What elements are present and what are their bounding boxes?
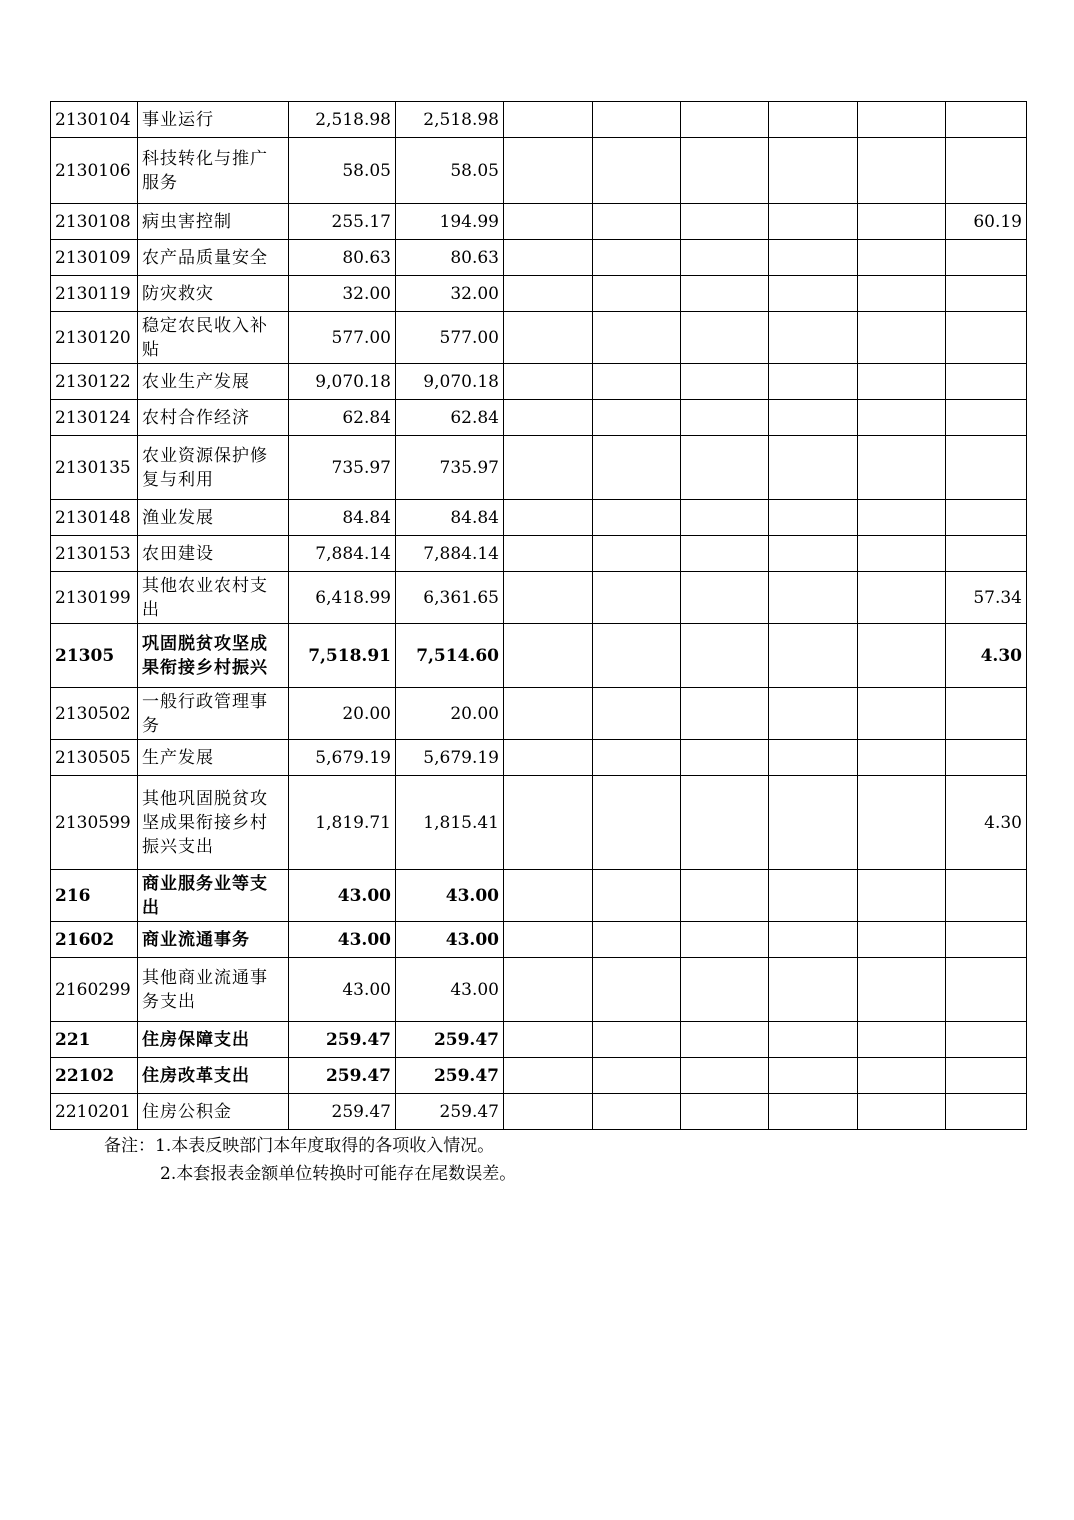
table-row <box>51 364 1027 400</box>
cell-col-2: 5,679.19 <box>396 740 504 776</box>
cell-name: 农产品质量安全 <box>138 240 289 276</box>
cell-col-2: 259.47 <box>396 1058 504 1094</box>
cell-col-6 <box>769 138 858 204</box>
cell-col-7 <box>858 624 946 688</box>
cell-total: 84.84 <box>289 500 396 536</box>
cell-col-2: 6,361.65 <box>396 572 504 624</box>
cell-total: 5,679.19 <box>289 740 396 776</box>
cell-col-6 <box>769 776 858 870</box>
cell-name: 住房公积金 <box>138 1094 289 1130</box>
cell-col-3 <box>504 364 593 400</box>
cell-col-7 <box>858 312 946 364</box>
cell-col-8 <box>946 958 1027 1022</box>
table-row <box>51 276 1027 312</box>
cell-col-6 <box>769 1058 858 1094</box>
cell-total: 80.63 <box>289 240 396 276</box>
cell-col-5 <box>681 276 769 312</box>
cell-total: 6,418.99 <box>289 572 396 624</box>
cell-col-5 <box>681 572 769 624</box>
cell-name: 生产发展 <box>138 740 289 776</box>
cell-col-3 <box>504 1058 593 1094</box>
table-row <box>51 536 1027 572</box>
cell-total: 259.47 <box>289 1058 396 1094</box>
cell-col-5 <box>681 400 769 436</box>
cell-col-4 <box>593 958 681 1022</box>
cell-col-4 <box>593 500 681 536</box>
cell-col-2: 259.47 <box>396 1022 504 1058</box>
cell-col-3 <box>504 102 593 138</box>
cell-code: 22102 <box>51 1058 138 1094</box>
cell-col-8 <box>946 500 1027 536</box>
cell-col-3 <box>504 276 593 312</box>
cell-col-5 <box>681 1022 769 1058</box>
cell-col-4 <box>593 240 681 276</box>
cell-total: 32.00 <box>289 276 396 312</box>
cell-col-4 <box>593 1022 681 1058</box>
cell-col-5 <box>681 688 769 740</box>
cell-col-2: 1,815.41 <box>396 776 504 870</box>
cell-col-8 <box>946 922 1027 958</box>
cell-col-7 <box>858 688 946 740</box>
cell-col-5 <box>681 624 769 688</box>
cell-col-4 <box>593 400 681 436</box>
cell-col-6 <box>769 1022 858 1058</box>
table-row <box>51 958 1027 1022</box>
cell-col-2: 259.47 <box>396 1094 504 1130</box>
cell-col-2: 20.00 <box>396 688 504 740</box>
note-line-2: 2.本套报表金额单位转换时可能存在尾数误差。 <box>160 1164 517 1184</box>
cell-col-4 <box>593 870 681 922</box>
cell-col-2: 577.00 <box>396 312 504 364</box>
cell-col-2: 43.00 <box>396 870 504 922</box>
cell-col-8: 60.19 <box>946 204 1027 240</box>
cell-col-2: 9,070.18 <box>396 364 504 400</box>
cell-name: 一般行政管理事务 <box>138 688 289 740</box>
cell-col-7 <box>858 740 946 776</box>
cell-col-3 <box>504 624 593 688</box>
cell-name: 住房保障支出 <box>138 1022 289 1058</box>
cell-col-8 <box>946 276 1027 312</box>
cell-total: 58.05 <box>289 138 396 204</box>
cell-col-8 <box>946 364 1027 400</box>
cell-col-7 <box>858 958 946 1022</box>
table-row <box>51 312 1027 364</box>
cell-total: 259.47 <box>289 1022 396 1058</box>
cell-name: 商业服务业等支出 <box>138 870 289 922</box>
cell-col-6 <box>769 276 858 312</box>
cell-col-4 <box>593 572 681 624</box>
cell-code: 2130199 <box>51 572 138 624</box>
cell-col-2: 80.63 <box>396 240 504 276</box>
cell-col-8: 4.30 <box>946 776 1027 870</box>
cell-col-4 <box>593 138 681 204</box>
note-line-1: 备注：1.本表反映部门本年度取得的各项收入情况。 <box>104 1136 495 1156</box>
cell-col-2: 43.00 <box>396 922 504 958</box>
cell-col-7 <box>858 102 946 138</box>
cell-col-7 <box>858 1094 946 1130</box>
cell-col-3 <box>504 138 593 204</box>
cell-name: 巩固脱贫攻坚成果衔接乡村振兴 <box>138 624 289 688</box>
table-row <box>51 436 1027 500</box>
cell-col-4 <box>593 1094 681 1130</box>
cell-col-5 <box>681 436 769 500</box>
cell-code: 2130153 <box>51 536 138 572</box>
table-row <box>51 500 1027 536</box>
cell-code: 2130104 <box>51 102 138 138</box>
cell-col-4 <box>593 688 681 740</box>
cell-code: 2130124 <box>51 400 138 436</box>
cell-col-5 <box>681 138 769 204</box>
cell-code: 2130119 <box>51 276 138 312</box>
cell-col-3 <box>504 870 593 922</box>
cell-col-2: 32.00 <box>396 276 504 312</box>
table-row <box>51 572 1027 624</box>
cell-total: 43.00 <box>289 870 396 922</box>
cell-col-6 <box>769 364 858 400</box>
cell-col-2: 7,514.60 <box>396 624 504 688</box>
cell-col-7 <box>858 1058 946 1094</box>
cell-col-7 <box>858 776 946 870</box>
cell-code: 2130106 <box>51 138 138 204</box>
cell-col-6 <box>769 536 858 572</box>
cell-col-6 <box>769 870 858 922</box>
cell-col-5 <box>681 958 769 1022</box>
cell-total: 9,070.18 <box>289 364 396 400</box>
cell-name: 住房改革支出 <box>138 1058 289 1094</box>
cell-code: 2130109 <box>51 240 138 276</box>
cell-col-5 <box>681 364 769 400</box>
cell-col-2: 7,884.14 <box>396 536 504 572</box>
cell-total: 43.00 <box>289 958 396 1022</box>
cell-col-4 <box>593 276 681 312</box>
cell-col-8 <box>946 870 1027 922</box>
table-row <box>51 400 1027 436</box>
cell-col-7 <box>858 536 946 572</box>
cell-col-6 <box>769 436 858 500</box>
cell-total: 1,819.71 <box>289 776 396 870</box>
cell-col-3 <box>504 436 593 500</box>
cell-col-6 <box>769 624 858 688</box>
cell-col-7 <box>858 436 946 500</box>
cell-code: 21602 <box>51 922 138 958</box>
cell-col-4 <box>593 922 681 958</box>
cell-name: 其他商业流通事务支出 <box>138 958 289 1022</box>
cell-name: 农业资源保护修复与利用 <box>138 436 289 500</box>
cell-col-2: 43.00 <box>396 958 504 1022</box>
cell-col-7 <box>858 276 946 312</box>
cell-col-4 <box>593 776 681 870</box>
cell-code: 2130502 <box>51 688 138 740</box>
cell-col-3 <box>504 572 593 624</box>
cell-total: 255.17 <box>289 204 396 240</box>
cell-name: 农业生产发展 <box>138 364 289 400</box>
cell-col-8 <box>946 740 1027 776</box>
cell-col-6 <box>769 312 858 364</box>
table-row <box>51 776 1027 870</box>
cell-col-8 <box>946 536 1027 572</box>
cell-col-8 <box>946 400 1027 436</box>
cell-col-5 <box>681 536 769 572</box>
table-body <box>51 102 1027 1130</box>
cell-col-5 <box>681 1058 769 1094</box>
cell-total: 20.00 <box>289 688 396 740</box>
cell-col-5 <box>681 1094 769 1130</box>
cell-code: 216 <box>51 870 138 922</box>
cell-col-8 <box>946 436 1027 500</box>
cell-col-8 <box>946 102 1027 138</box>
table-row <box>51 922 1027 958</box>
cell-name: 农田建设 <box>138 536 289 572</box>
cell-col-4 <box>593 624 681 688</box>
cell-code: 2130599 <box>51 776 138 870</box>
cell-col-6 <box>769 400 858 436</box>
table-row <box>51 740 1027 776</box>
cell-col-7 <box>858 500 946 536</box>
cell-col-3 <box>504 688 593 740</box>
table-row <box>51 1094 1027 1130</box>
cell-code: 2130120 <box>51 312 138 364</box>
cell-col-2: 84.84 <box>396 500 504 536</box>
cell-col-4 <box>593 204 681 240</box>
cell-name: 防灾救灾 <box>138 276 289 312</box>
notes-block <box>104 1132 516 1188</box>
cell-name: 事业运行 <box>138 102 289 138</box>
cell-code: 2160299 <box>51 958 138 1022</box>
cell-col-5 <box>681 102 769 138</box>
cell-total: 259.47 <box>289 1094 396 1130</box>
cell-code: 2130505 <box>51 740 138 776</box>
cell-col-6 <box>769 740 858 776</box>
cell-col-5 <box>681 870 769 922</box>
income-table <box>50 101 1027 1130</box>
cell-total: 2,518.98 <box>289 102 396 138</box>
table-row <box>51 240 1027 276</box>
cell-col-5 <box>681 500 769 536</box>
cell-name: 渔业发展 <box>138 500 289 536</box>
cell-col-6 <box>769 1094 858 1130</box>
cell-name: 病虫害控制 <box>138 204 289 240</box>
cell-total: 43.00 <box>289 922 396 958</box>
cell-col-4 <box>593 536 681 572</box>
cell-total: 7,518.91 <box>289 624 396 688</box>
cell-col-4 <box>593 1058 681 1094</box>
cell-name: 其他农业农村支出 <box>138 572 289 624</box>
cell-col-3 <box>504 776 593 870</box>
cell-col-3 <box>504 922 593 958</box>
cell-col-5 <box>681 922 769 958</box>
cell-col-6 <box>769 240 858 276</box>
cell-col-3 <box>504 204 593 240</box>
table-row <box>51 688 1027 740</box>
cell-col-6 <box>769 922 858 958</box>
cell-name: 科技转化与推广服务 <box>138 138 289 204</box>
cell-col-7 <box>858 870 946 922</box>
cell-col-8 <box>946 312 1027 364</box>
cell-col-7 <box>858 572 946 624</box>
cell-name: 稳定农民收入补贴 <box>138 312 289 364</box>
cell-col-6 <box>769 102 858 138</box>
cell-col-6 <box>769 958 858 1022</box>
cell-col-3 <box>504 240 593 276</box>
cell-col-8 <box>946 240 1027 276</box>
cell-col-2: 735.97 <box>396 436 504 500</box>
cell-code: 2130122 <box>51 364 138 400</box>
cell-col-8: 57.34 <box>946 572 1027 624</box>
cell-col-7 <box>858 204 946 240</box>
cell-name: 农村合作经济 <box>138 400 289 436</box>
cell-col-5 <box>681 204 769 240</box>
cell-col-4 <box>593 740 681 776</box>
cell-col-7 <box>858 364 946 400</box>
cell-code: 2130108 <box>51 204 138 240</box>
cell-col-4 <box>593 102 681 138</box>
table-row <box>51 204 1027 240</box>
cell-col-5 <box>681 740 769 776</box>
cell-col-6 <box>769 688 858 740</box>
cell-code: 2130135 <box>51 436 138 500</box>
table-row <box>51 138 1027 204</box>
cell-col-4 <box>593 312 681 364</box>
cell-col-4 <box>593 364 681 400</box>
cell-col-6 <box>769 572 858 624</box>
cell-total: 7,884.14 <box>289 536 396 572</box>
cell-code: 2130148 <box>51 500 138 536</box>
cell-col-8 <box>946 688 1027 740</box>
cell-name: 其他巩固脱贫攻坚成果衔接乡村振兴支出 <box>138 776 289 870</box>
cell-col-3 <box>504 400 593 436</box>
cell-col-3 <box>504 1094 593 1130</box>
cell-col-2: 194.99 <box>396 204 504 240</box>
cell-col-8: 4.30 <box>946 624 1027 688</box>
cell-total: 577.00 <box>289 312 396 364</box>
cell-col-8 <box>946 1058 1027 1094</box>
cell-col-2: 62.84 <box>396 400 504 436</box>
cell-total: 735.97 <box>289 436 396 500</box>
table-row <box>51 870 1027 922</box>
table-row <box>51 624 1027 688</box>
cell-total: 62.84 <box>289 400 396 436</box>
cell-col-3 <box>504 312 593 364</box>
table-row <box>51 102 1027 138</box>
cell-col-7 <box>858 138 946 204</box>
cell-name: 商业流通事务 <box>138 922 289 958</box>
table-row <box>51 1022 1027 1058</box>
cell-col-2: 58.05 <box>396 138 504 204</box>
cell-col-3 <box>504 500 593 536</box>
cell-col-5 <box>681 776 769 870</box>
cell-col-3 <box>504 958 593 1022</box>
cell-col-7 <box>858 1022 946 1058</box>
cell-code: 21305 <box>51 624 138 688</box>
cell-col-8 <box>946 1094 1027 1130</box>
cell-col-5 <box>681 240 769 276</box>
cell-col-4 <box>593 436 681 500</box>
cell-col-7 <box>858 240 946 276</box>
cell-col-6 <box>769 500 858 536</box>
cell-code: 2210201 <box>51 1094 138 1130</box>
cell-col-7 <box>858 922 946 958</box>
table-row <box>51 1058 1027 1094</box>
cell-col-7 <box>858 400 946 436</box>
cell-col-3 <box>504 536 593 572</box>
cell-col-8 <box>946 138 1027 204</box>
cell-col-6 <box>769 204 858 240</box>
cell-col-3 <box>504 740 593 776</box>
cell-col-2: 2,518.98 <box>396 102 504 138</box>
cell-col-8 <box>946 1022 1027 1058</box>
cell-code: 221 <box>51 1022 138 1058</box>
cell-col-5 <box>681 312 769 364</box>
cell-col-3 <box>504 1022 593 1058</box>
